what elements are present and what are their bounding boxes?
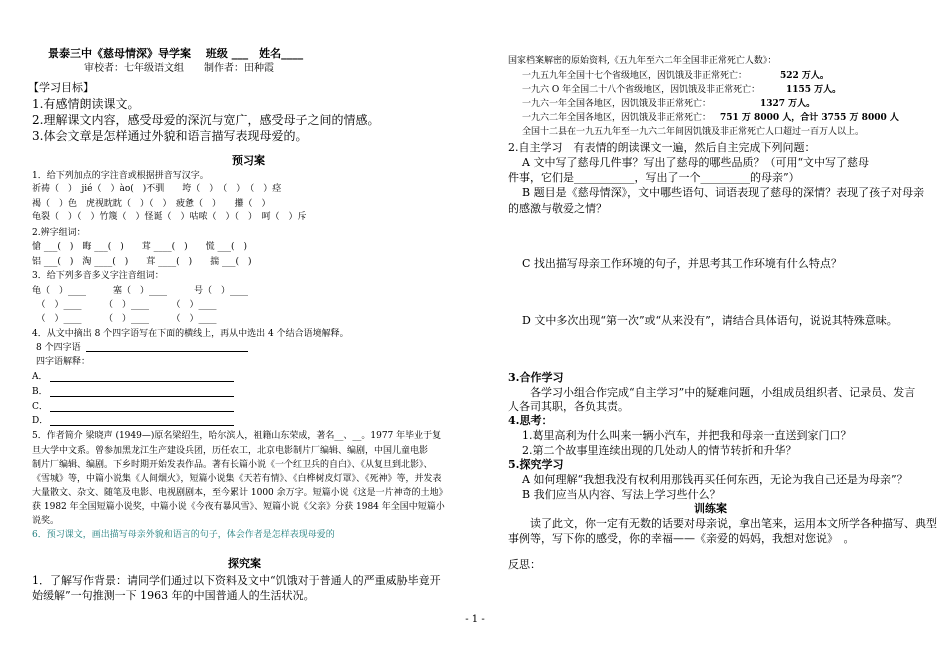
q3-row: （ ）____ （ ）____ （ ）____	[32, 300, 217, 310]
q1-row: 龟裂（ ）（ ）竹篾（ ）怪诞（ ）咕哝（ ）（ ） 呵（ ）斥	[32, 212, 307, 222]
q4-label: 8 个四字语	[36, 343, 81, 353]
think-item: 1.葛里高利为什么叫来一辆小汽车，并把我和母亲一直送到家门口？	[522, 429, 852, 442]
question-6: 6．预习课文，画出描写母亲外貌和语言的句子，体会作者是怎样表现母爱的	[32, 530, 335, 540]
coop-line: 人各司其职，各负其责。	[508, 400, 629, 413]
goal-item: 3.体会文章是怎样通过外貌和语言描写表现母爱的。	[32, 129, 308, 143]
question-3: 3．给下列多音多义字注音组词：	[32, 271, 164, 281]
page-number: - 1 -	[465, 614, 485, 625]
question-c: C 找出描写母亲工作环境的句子，并思考其工作环境有什么特点？	[522, 257, 842, 270]
authors-line: 审校者：七年级语文组 制作者：田种霞	[84, 63, 274, 74]
self-study-heading: 2.自主学习 有表情的朗读课文一遍，然后自主完成下列问题：	[508, 141, 816, 154]
think-item: 2.第二个故事里连续出现的几处动人的情节转折和升华？	[522, 444, 797, 457]
archive-row-label: 一九六 O 年全国二十八个省级地区，因饥饿及非正常死亡：	[522, 85, 761, 95]
archive-row-label: 一九五九年全国十七个省级地区，因饥饿及非正常死亡：	[522, 71, 748, 81]
archive-row-value: 522 万人。	[780, 71, 829, 81]
archive-intro: 国家档案解密的原始资料,《五九年至六二年全国非正常死亡人数》：	[508, 56, 777, 66]
question-2: 2.辨字组词：	[32, 228, 86, 238]
archive-row-value: 751 万 8000 人，合计 3755 万 8000 人	[720, 113, 899, 123]
archive-row-label: 一九六二年全国各地区，因饥饿及非正常死亡：	[522, 113, 712, 123]
question-b: 的感激与敬爱之情？	[508, 202, 607, 215]
answer-line	[50, 381, 234, 382]
archive-summary: 全国十二县在一九五九年至一九六二年间因饥饿及非正常死亡人口超过一百万人以上。	[522, 127, 865, 137]
archive-row-label: 一九六一年全国各地区，因饥饿及非正常死亡：	[522, 99, 712, 109]
answer-line	[50, 425, 234, 426]
author-bio-line: 说奖。	[32, 516, 60, 526]
question-b: B 题目是《慈母情深》，文中哪些语句、词语表现了慈母的深情？表现了孩子对母亲	[522, 186, 925, 199]
train-heading: 训练案	[694, 502, 727, 515]
author-bio-line: 大量散文、杂文、随笔及电影、电视剧剧本，至今累计 1000 余万字。短篇小说《这是一片神奇的土地》	[32, 488, 448, 498]
question-d: D 文中多次出现“第一次”或“从来没有”，请结合具体语句，说说其特殊意味。	[522, 314, 898, 327]
q1-row: 褐（ ）色 虎视眈眈（ ）（ ） 疲惫（ ） 攥（ ）	[32, 199, 271, 209]
question-a: A 文中写了慈母几件事？写出了慈母的哪些品质？（可用“文中写了慈母	[522, 156, 870, 169]
q4-label: 四字语解释：	[36, 357, 91, 367]
author-bio-line: 5．作者简介 梁晓声 (1949—)原名梁绍生，哈尔滨人，祖籍山东荣成，著名__、__。1977 年毕业于复	[32, 431, 442, 441]
archive-row-value: 1155 万人。	[786, 85, 842, 95]
archive-row-value: 1327 万人。	[760, 99, 816, 109]
reflection-label: 反思：	[508, 558, 541, 571]
answer-label: A．	[32, 372, 48, 382]
q2-row: 铝 ___( ) 淘 ____( ) 茸 ____( ) 揣 ___( )	[32, 257, 252, 267]
background-line: 始缓解”一句推测一下 1963 年的中国普通人的生活状况。	[32, 589, 315, 602]
coop-line: 各学习小组合作完成“自主学习”中的疑难问题，小组成员组织者、记录员、发言	[508, 386, 916, 399]
q1-row: 祈祷（ ） jié（ ）ào( )不驯 垮（ ） （ ） （ ）痉	[32, 184, 282, 194]
preview-heading: 预习案	[232, 154, 265, 167]
document-title: 景泰三中《慈母情深》导学案 班级 ___ 姓名____	[48, 47, 304, 60]
train-line: 事例等，写下你的感受，你的幸福——《亲爱的妈妈，我想对您说》 。	[508, 532, 855, 545]
answer-line	[86, 351, 248, 352]
explore-item: B 我们应当从内容、写法上学习些什么？	[522, 488, 721, 501]
goals-heading: 【学习目标】	[28, 81, 94, 94]
goal-item: 1.有感情朗读课文。	[32, 97, 140, 111]
explore-heading: 探究案	[228, 557, 261, 570]
answer-label: C．	[32, 402, 48, 412]
think-heading: 4.思考：	[508, 414, 553, 427]
author-bio-line: 制片厂编辑、编剧。下乡时期开始发表作品。著有长篇小说《一个红卫兵的自白》、《从复旦到北影》、	[32, 460, 433, 470]
author-bio-line: 旦大学中文系。曾参加黑龙江生产建设兵团，历任农工，北京电影制片厂编辑、编剧，中国儿童电影	[32, 446, 429, 456]
answer-line	[50, 411, 234, 412]
question-a: 件事，它们是___________，写出了一个_________的母亲”）	[508, 171, 800, 184]
author-bio-line: 获 1982 年全国短篇小说奖，中篇小说《今夜有暴风雪》、短篇小说《父亲》分获 1984 年全国中短篇小	[32, 502, 445, 512]
q3-row: （ ）____ （ ）____ （ ）____	[32, 314, 217, 324]
author-bio-line: 《雪城》等，中篇小说集《人间烟火》，短篇小说集《天若有情》、《白桦树皮灯罩》、《死神》等，并发表	[32, 474, 442, 484]
explore-study-heading: 5.探究学习	[508, 458, 564, 471]
train-line: 读了此文，你一定有无数的话要对母亲说，拿出笔来，运用本文所学各种描写、典型	[508, 517, 937, 530]
background-line: 1．了解写作背景：请同学们通过以下资料及文中“饥饿对于普通人的严重威胁毕竟开	[32, 574, 441, 587]
question-1: 1．给下列加点的字注音或根据拼音写汉字。	[32, 171, 209, 181]
answer-line	[50, 396, 234, 397]
coop-heading: 3.合作学习	[508, 371, 564, 384]
question-4: 4．从文中摘出 8 个四字语写在下面的横线上，再从中选出 4 个结合语境解释。	[32, 329, 349, 339]
q3-row: 龟（ ）____ 塞（ ）____ 号（ ）____	[32, 286, 249, 296]
answer-label: D．	[32, 416, 49, 426]
q2-row: 愴 ___( ) 晦 ___( ) 茸 ____( ) 慌 ___( )	[32, 242, 248, 252]
answer-label: B．	[32, 387, 48, 397]
explore-item: A 如何理解“我想我没有权利用那钱再买任何东西，无论为我自己还是为母亲”？	[522, 473, 908, 486]
goal-item: 2.理解课文内容，感受母爱的深沉与宽广，感受母子之间的情感。	[32, 113, 380, 127]
